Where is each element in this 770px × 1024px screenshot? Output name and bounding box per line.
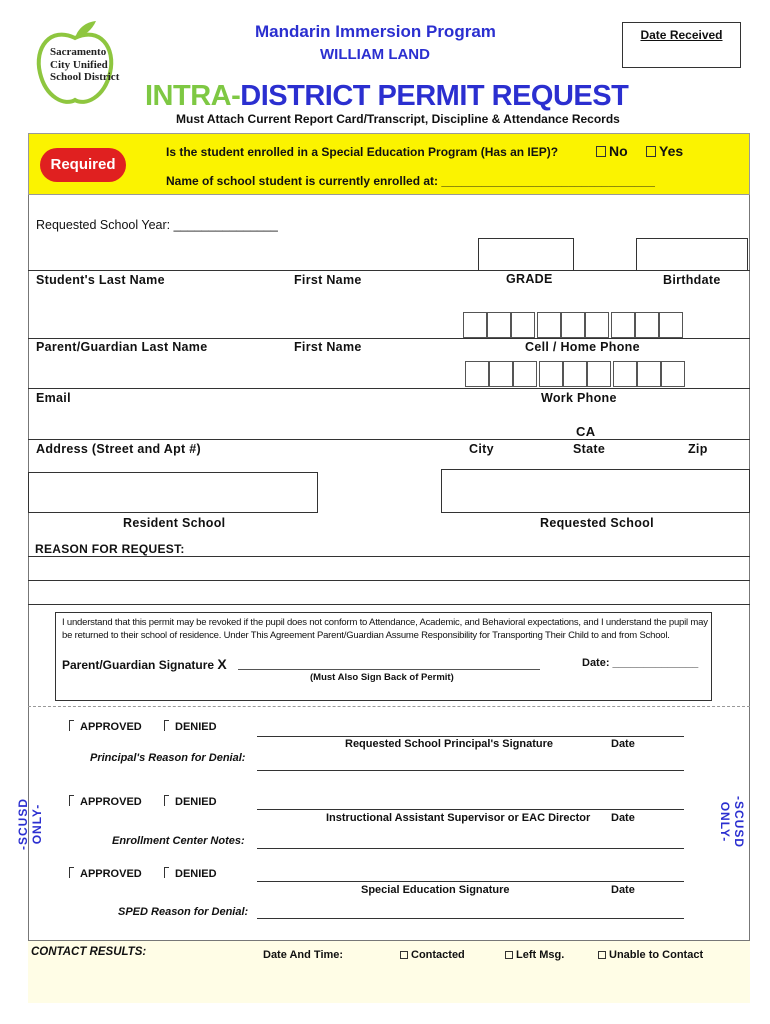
denied-checkbox[interactable] bbox=[164, 720, 169, 731]
birthdate-label: Birthdate bbox=[663, 273, 721, 287]
left-msg-label: Left Msg. bbox=[516, 949, 565, 961]
reason-label: REASON FOR REQUEST: bbox=[35, 542, 185, 556]
requested-school-label: Requested School bbox=[540, 516, 654, 530]
enrollment-notes-line[interactable] bbox=[257, 848, 684, 849]
principal-date-label: Date bbox=[611, 738, 635, 750]
sped-signature-label: Special Education Signature bbox=[361, 884, 510, 896]
denied-checkbox[interactable] bbox=[164, 795, 169, 806]
approved-label: APPROVED bbox=[80, 868, 142, 880]
reason-line-2[interactable] bbox=[28, 580, 750, 581]
contacted-checkbox[interactable] bbox=[400, 951, 408, 959]
agreement-text: I understand that this permit may be revoked if the pupil does not conform to Attendance, Academic, and Behavioral expectations, and I understand the pupil may be returned to their school of residence. Under This Agreement Parent/Guardian Assume Responsibility for Transporting Their Child to and from School. bbox=[62, 617, 708, 641]
approved-checkbox[interactable] bbox=[69, 795, 74, 806]
contact-date-time[interactable]: Date And Time: bbox=[263, 949, 344, 961]
school-name: WILLIAM LAND bbox=[320, 46, 430, 63]
parent-signature-line[interactable] bbox=[238, 669, 540, 670]
iep-yes-option[interactable] bbox=[646, 143, 683, 159]
current-school-field[interactable]: Name of school student is currently enrolled at: ________________________________ bbox=[166, 174, 655, 188]
iep-question: Is the student enrolled in a Special Education Program (Has an IEP)? bbox=[166, 145, 559, 159]
contacted-label: Contacted bbox=[411, 949, 465, 961]
approved-checkbox[interactable] bbox=[69, 867, 74, 878]
city-label: City bbox=[469, 442, 494, 456]
scusd-only-left: -SCUSD ONLY- bbox=[16, 798, 44, 851]
unable-checkbox[interactable] bbox=[598, 951, 606, 959]
agreement-date-field[interactable]: Date: ______________ bbox=[582, 657, 699, 669]
resident-school-label: Resident School bbox=[123, 516, 226, 530]
principal-denied[interactable] bbox=[164, 720, 217, 733]
birthdate-box[interactable] bbox=[636, 238, 748, 271]
student-last-name-label: Student's Last Name bbox=[36, 273, 165, 287]
contact-results-title: CONTACT RESULTS: bbox=[31, 946, 147, 958]
zip-label: Zip bbox=[688, 442, 708, 456]
sped-denied[interactable] bbox=[164, 867, 217, 880]
form-title-blue: DISTRICT PERMIT REQUEST bbox=[240, 80, 629, 112]
logo-line-1: Sacramento bbox=[50, 46, 107, 58]
scusd-only-right: -SCUSD ONLY- bbox=[718, 795, 746, 848]
ia-signature-line[interactable] bbox=[257, 809, 684, 810]
cell-phone-label: Cell / Home Phone bbox=[525, 340, 640, 354]
attach-subtitle: Must Attach Current Report Card/Transcript, Discipline & Attendance Records bbox=[176, 112, 620, 126]
form-title-green: INTRA- bbox=[145, 80, 241, 112]
email-label: Email bbox=[36, 391, 71, 405]
date-received-box[interactable] bbox=[622, 22, 741, 68]
unable-label: Unable to Contact bbox=[609, 949, 704, 961]
address-label: Address (Street and Apt #) bbox=[36, 442, 202, 456]
approved-checkbox[interactable] bbox=[69, 720, 74, 731]
principal-reason-label: Principal's Reason for Denial: bbox=[90, 752, 246, 764]
iep-no-checkbox[interactable] bbox=[596, 146, 606, 157]
required-badge: Required bbox=[40, 148, 126, 182]
grade-box[interactable] bbox=[478, 238, 574, 271]
approved-label: APPROVED bbox=[80, 721, 142, 733]
ia-denied[interactable] bbox=[164, 795, 217, 808]
logo-line-2: City Unified bbox=[50, 58, 108, 71]
signature-x: X bbox=[217, 656, 227, 672]
iep-no-label: No bbox=[609, 143, 628, 159]
denied-label: DENIED bbox=[175, 721, 217, 733]
sped-reason-label: SPED Reason for Denial: bbox=[118, 906, 249, 918]
approved-label: APPROVED bbox=[80, 796, 142, 808]
ia-date-label: Date bbox=[611, 812, 635, 824]
resident-school-box[interactable] bbox=[28, 472, 318, 513]
contacted-option[interactable] bbox=[400, 949, 465, 961]
signature-label: Parent/Guardian Signature bbox=[62, 658, 215, 672]
state-value: CA bbox=[576, 424, 596, 439]
left-msg-checkbox[interactable] bbox=[505, 951, 513, 959]
form-title bbox=[145, 80, 628, 113]
enrollment-notes-label: Enrollment Center Notes: bbox=[112, 835, 245, 847]
principal-reason-line[interactable] bbox=[257, 770, 684, 771]
principal-approved[interactable] bbox=[69, 720, 142, 733]
reason-line-1[interactable] bbox=[28, 556, 750, 557]
ia-signature-label: Instructional Assistant Supervisor or EAC Director bbox=[326, 812, 591, 824]
parent-last-name-label: Parent/Guardian Last Name bbox=[36, 340, 208, 354]
sped-approved[interactable] bbox=[69, 867, 142, 880]
date-received-label: Date Received bbox=[640, 28, 723, 42]
denied-label: DENIED bbox=[175, 868, 217, 880]
program-name: Mandarin Immersion Program bbox=[255, 22, 496, 41]
ia-approved[interactable] bbox=[69, 795, 142, 808]
requested-school-box[interactable] bbox=[441, 469, 750, 513]
state-label: State bbox=[573, 442, 606, 456]
left-msg-option[interactable] bbox=[505, 949, 564, 961]
iep-yes-checkbox[interactable] bbox=[646, 146, 656, 157]
principal-signature-line[interactable] bbox=[257, 736, 684, 737]
school-year-field[interactable]: Requested School Year: _______________ bbox=[36, 218, 278, 232]
work-phone-label: Work Phone bbox=[541, 391, 617, 405]
iep-no-option[interactable] bbox=[596, 143, 628, 159]
sped-date-label: Date bbox=[611, 884, 635, 896]
sped-reason-line[interactable] bbox=[257, 918, 684, 919]
parent-first-name-label: First Name bbox=[294, 340, 362, 354]
principal-signature-label: Requested School Principal's Signature bbox=[345, 738, 553, 750]
logo-line-3: School District bbox=[50, 71, 120, 83]
sped-signature-line[interactable] bbox=[257, 881, 684, 882]
iep-yes-label: Yes bbox=[659, 143, 684, 159]
denied-checkbox[interactable] bbox=[164, 867, 169, 878]
agreement-note: (Must Also Sign Back of Permit) bbox=[310, 672, 454, 683]
reason-line-3[interactable] bbox=[28, 604, 750, 605]
unable-option[interactable] bbox=[598, 949, 703, 961]
grade-label: GRADE bbox=[506, 272, 553, 286]
student-first-name-label: First Name bbox=[294, 273, 362, 287]
denied-label: DENIED bbox=[175, 796, 217, 808]
